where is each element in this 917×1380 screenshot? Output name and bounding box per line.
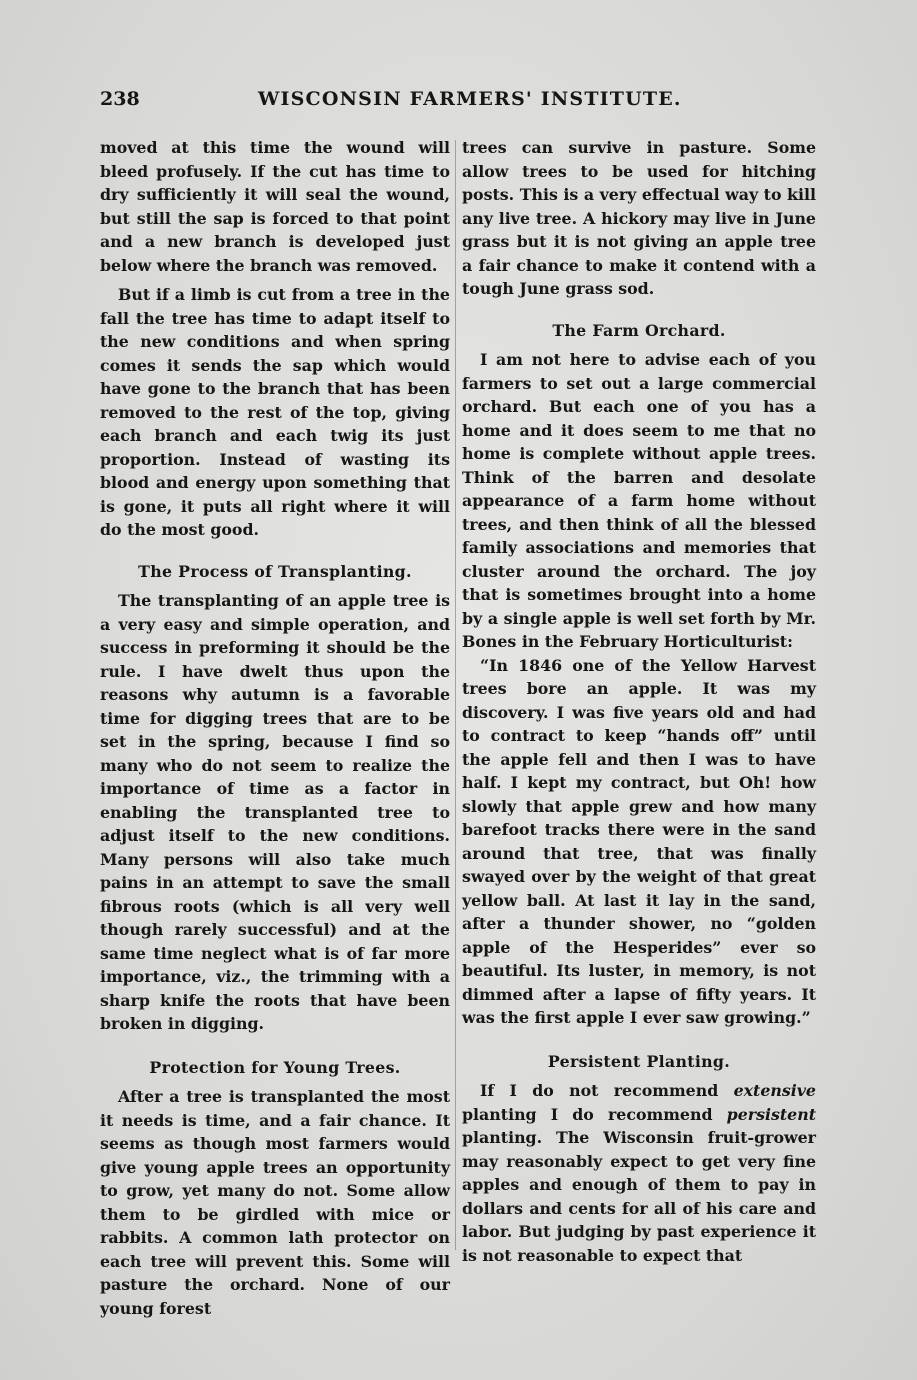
left-paragraph-3: The transplanting of an apple tree is a very easy and simple operation, and success in preforming it should be the rule. I have dwelt thus upon the reasons why autumn is a favorable time for digging trees that are to be set in the spring, because I find so many who do not seem to realize the importance of time as a factor in enabling the transplanted tree to adjust itself to the new conditions. Many persons will also take much pains in an attempt to save the small fibrous roots (which is all very well though rarely successful) and at the same time neglect what is of far more importance, viz., the trimming with a sharp knife the roots that have been broken in digging. (100, 591, 450, 1033)
para3-text-c: planting. The Wisconsin fruit-grower may reasonably expect to get very fine apples and enough of them to pay in dollars and cents for all of his care and labor. But judging by past experience it is not reasonable to expect that (462, 1128, 816, 1265)
para3-text-b: planting I do recommend (462, 1104, 713, 1124)
para3-text-a: If I do not recommend (480, 1081, 719, 1100)
right-paragraph-2: I am not here to advise each of you farmers to set out a large commercial orchard. But each one of you has a home and it does seem to me that no home is complete without apple trees. Think of the barren and desolate appearance of a farm home without trees, and then think of all the blessed family associations and memories that cluster around the orchard. The joy that is sometimes brought into a home by a single apple is well set forth by Mr. Bones in the February Horticulturist: (462, 350, 816, 651)
section-heading-transplanting: The Process of Transplanting. (138, 561, 412, 581)
page-header (100, 88, 820, 118)
running-head: WISCONSIN FARMERS' INSTITUTE. (258, 88, 682, 110)
left-paragraph-1: moved at this time the wound will bleed profusely. If the cut has time to dry sufficiently it will seal the wound, but still the sap is forced to that point and a new branch is developed just below where the branch was removed. (100, 138, 450, 275)
column-divider (455, 140, 456, 1250)
left-paragraph-4: After a tree is transplanted the most it needs is time, and a fair chance. It seems as though most farmers would give young apple trees an opportunity to grow, yet many do not. Some allow them to be girdled with mice or rabbits. A common lath protector on each tree will prevent this. Some will pasture the orchard. None of our young forest (100, 1087, 450, 1318)
left-column (100, 136, 450, 1320)
section-heading-protection: Protection for Young Trees. (149, 1057, 401, 1077)
para3-emphasis-persistent: persistent (726, 1104, 816, 1124)
right-paragraph-1: trees can survive in pasture. Some allow trees to be used for hitching posts. This is a very effectual way to kill any live tree. A hickory may live in June grass but it is not giving an apple tree a fair chance to make it contend with a tough June grass sod. (462, 138, 816, 298)
section-heading-farm-orchard: The Farm Orchard. (552, 320, 726, 340)
para3-emphasis-extensive: extensive (733, 1081, 816, 1100)
right-quote: “In 1846 one of the Yellow Harvest trees bore an apple. It was my discovery. I was five years old and had to contract to keep “hands off” until the apple fell and then I was to have half. I kept my contract, but Oh! how slowly that apple grew and how many barefoot tracks there were in the sand around that tree, that was finally swayed over by the weight of that great yellow ball. At last it lay in the sand, after a thunder shower, no “golden apple of the Hesperides” ever so beautiful. Its luster, in memory, is not dimmed after a lapse of fifty years. It was the first apple I ever saw growing.” (462, 655, 816, 1027)
section-heading-persistent-planting: Persistent Planting. (547, 1051, 731, 1071)
right-column (462, 136, 816, 1267)
left-paragraph-2: But if a limb is cut from a tree in the fall the tree has time to adapt itself to the new conditions and when spring comes it sends the sap which would have gone to the branch that has been removed to the rest of the top, giving each branch and each twig its just proportion. Instead of wasting its blood and energy upon something that is gone, it puts all right where it will do the most good. (100, 285, 450, 539)
right-paragraph-3 (462, 1079, 816, 1267)
page-number: 238 (100, 88, 140, 110)
